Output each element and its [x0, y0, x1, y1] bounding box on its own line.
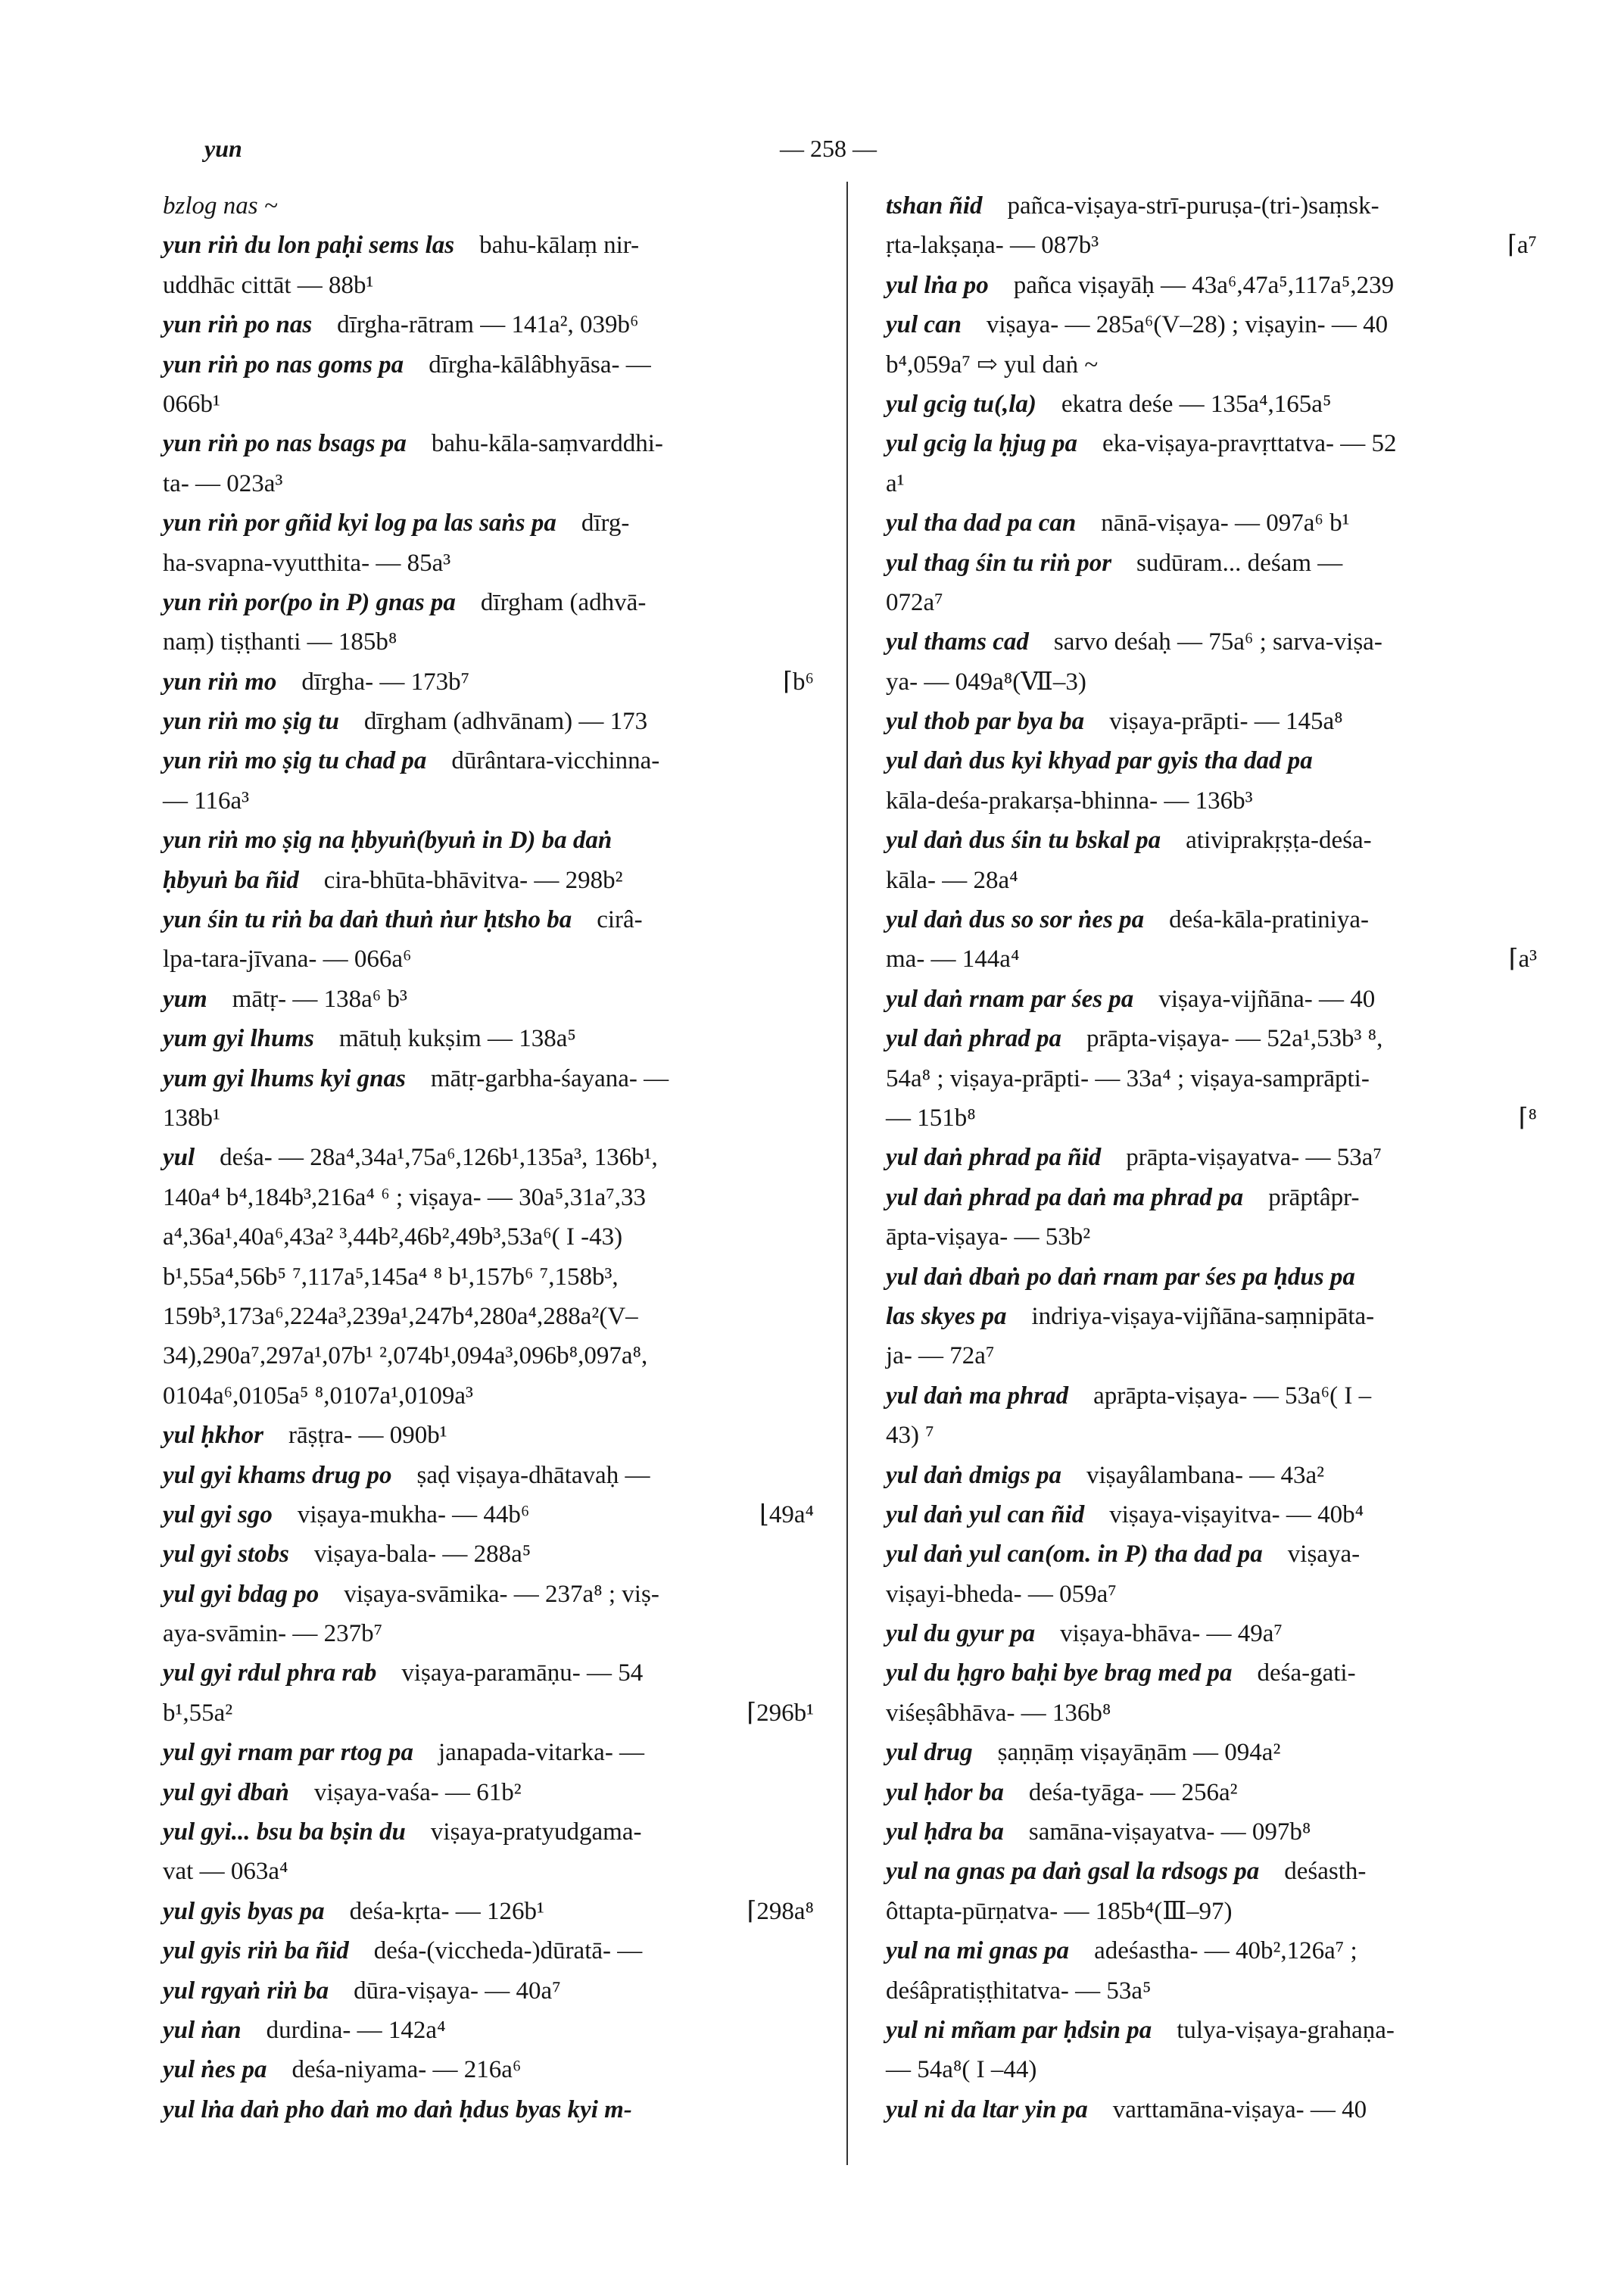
headword: yul gyi... bsu ba bṣin du [163, 1818, 406, 1846]
translation: janapada-vitarka- — [438, 1739, 645, 1767]
entry-line [163, 2050, 814, 2089]
entry-line [163, 900, 814, 939]
headword: yun riṅ po nas bsags pa [163, 430, 407, 458]
entry-line [163, 821, 814, 860]
entry-line [163, 622, 814, 662]
translation: ṛta-lakṣaṇa- — 087b³ [886, 232, 1099, 260]
entry-line [886, 1257, 1537, 1297]
entry-line [886, 1217, 1537, 1257]
translation: viṣaya-paramāṇu- — 54 [401, 1659, 644, 1687]
entry-line [886, 305, 1537, 344]
entry-line [163, 266, 814, 305]
entry-line [886, 1495, 1537, 1534]
entry-line [886, 1852, 1537, 1891]
entry-line [163, 1931, 814, 1971]
translation: cira-bhūta-bhāvitva- — 298b² [323, 866, 623, 894]
entry-line [163, 1336, 814, 1375]
column-marker: ⌈⁸ [1518, 1104, 1537, 1132]
entry-line [886, 1376, 1537, 1416]
translation: dīrg- [581, 509, 630, 537]
translation: viṣaya-viṣayitva- — 40b⁴ [1109, 1500, 1364, 1528]
translation: kāla- — 28a⁴ [886, 866, 1018, 894]
translation: dīrgham (adhvā- [480, 588, 647, 616]
translation: viśeṣâbhāva- — 136b⁸ [886, 1699, 1111, 1727]
entry-line [163, 702, 814, 741]
entry-line [886, 1971, 1537, 2011]
headword: yul [163, 1144, 195, 1172]
translation: ṣaṇṇāṃ viṣayāṇām — 094a² [997, 1739, 1281, 1767]
entry-line [886, 662, 1537, 702]
translation: dīrgham (adhvānam) — 173 [363, 708, 648, 736]
translation: viṣayâlambana- — 43a² [1086, 1461, 1325, 1489]
entry-line [163, 939, 814, 979]
headword: yun riṅ por gñid kyi log pa las saṅs pa [163, 509, 556, 537]
column-divider [846, 182, 848, 2165]
entry-line [886, 2011, 1537, 2050]
entry-line [163, 781, 814, 821]
translation: nānā-viṣaya- — 097a⁶ b¹ [1101, 509, 1350, 537]
translation: samāna-viṣayatva- — 097b⁸ [1028, 1818, 1311, 1846]
headword: yul na mi gnas pa [886, 1937, 1070, 1965]
entry-line [886, 1733, 1537, 1772]
translation: adeśastha- — 40b²,126a⁷ ; [1094, 1937, 1357, 1965]
entry-line [886, 1614, 1537, 1653]
entry-line [886, 939, 1537, 979]
entry-line [163, 1178, 814, 1217]
translation: viṣaya-pratyudgama- [430, 1818, 642, 1846]
translation: deśa-niyama- — 216a⁶ [291, 2056, 522, 2084]
translation: pañca viṣayāḥ — 43a⁶,47a⁵,117a⁵,239 [1013, 271, 1395, 299]
entry-line [886, 1416, 1537, 1455]
translation: prāpta-viṣayatva- — 53a⁷ [1126, 1144, 1382, 1172]
entry-line [163, 1138, 814, 1177]
translation: kāla-deśa-prakarṣa-bhinna- — 136b³ [886, 787, 1253, 815]
translation: varttamāna-viṣaya- — 40 [1112, 2095, 1367, 2123]
headword: yul rgyaṅ riṅ ba [163, 1977, 329, 2005]
headword: yul daṅ dbaṅ po daṅ rnam par śes pa ḥdus pa [886, 1263, 1355, 1291]
entry-line [886, 1019, 1537, 1058]
translation: sarvo deśaḥ — 75a⁶ ; sarva-viṣa- [1053, 628, 1382, 656]
entry-line [886, 503, 1537, 543]
translation: rāṣṭra- — 090b¹ [288, 1422, 447, 1450]
headword: yul gyi sgo [163, 1500, 273, 1528]
translation: ativiprakṛṣṭa-deśa- [1186, 827, 1372, 855]
headword: yul gyi khams drug po [163, 1461, 392, 1489]
translation: 066b¹ [163, 390, 220, 418]
translation: viṣaya-prāpti- — 145a⁸ [1109, 708, 1343, 736]
headword: yul ṅes pa [163, 2056, 267, 2084]
entry-line [886, 385, 1537, 424]
headword: yul daṅ phrad pa daṅ ma phrad pa [886, 1183, 1244, 1211]
translation: prāptâpr- [1268, 1183, 1360, 1211]
entry-line [163, 662, 814, 702]
headword: yun riṅ mo ṣig na ḥbyuṅ(byuṅ in D) ba daṅ [163, 827, 613, 855]
headword: yun riṅ mo ṣig tu [163, 708, 339, 736]
headword: yul thob par bya ba [886, 708, 1085, 736]
entry-line [163, 1495, 814, 1534]
headword: yul gyi bdag po [163, 1580, 320, 1608]
headword: yul thams cad [886, 628, 1029, 656]
translation: deśasth- [1284, 1858, 1367, 1886]
translation: sudūram... deśam — [1136, 549, 1343, 577]
entry-line [886, 900, 1537, 939]
headword: yul daṅ yul can ñid [886, 1500, 1085, 1528]
entry-line [886, 781, 1537, 821]
translation: 43) ⁷ [886, 1422, 934, 1450]
entry-line [886, 464, 1537, 503]
entry-line [163, 1019, 814, 1058]
translation: dīrgha-rātram — 141a², 039b⁶ [337, 311, 639, 339]
entry-line [886, 1931, 1537, 1971]
translation: ma- — 144a⁴ [886, 946, 1020, 974]
page-number: — 258 — [780, 135, 877, 162]
headword: las skyes pa [886, 1302, 1007, 1330]
translation: deśa-kāla-pratiniya- [1169, 906, 1369, 934]
translation: deśa-tyāga- — 256a² [1028, 1778, 1238, 1806]
entry-line [886, 1892, 1537, 1931]
headword: yun riṅ po nas goms pa [163, 350, 404, 379]
entry-line [886, 1297, 1537, 1336]
translation: dūra-viṣaya- — 40a⁷ [354, 1977, 561, 2005]
entry-line [886, 741, 1537, 780]
headword: yul gyi rnam par rtog pa [163, 1739, 413, 1767]
entry-line [886, 1059, 1537, 1098]
translation: mātṛ- — 138a⁶ b³ [232, 985, 407, 1013]
headword: yun riṅ mo ṣig tu chad pa [163, 747, 427, 775]
headword: yum gyi lhums [163, 1025, 314, 1053]
entry-line [886, 702, 1537, 741]
entry-line [163, 1376, 814, 1416]
translation: mātṛ-garbha-śayana- — [430, 1064, 669, 1092]
entry-line [886, 980, 1537, 1019]
translation: mātuḥ kukṣim — 138a⁵ [338, 1025, 576, 1053]
entry-line [163, 544, 814, 583]
translation: viṣaya-vijñāna- — 40 [1158, 985, 1376, 1013]
translation: āpta-viṣaya- — 53b² [886, 1223, 1091, 1251]
entry-line [886, 1693, 1537, 1733]
entry-line [886, 226, 1537, 265]
translation: b⁴,059a⁷ ⇨ yul daṅ ~ [886, 350, 1099, 379]
headword: yul du ḥgro baḥi bye brag med pa [886, 1659, 1233, 1687]
headword: yul gcig la ḥjug pa [886, 430, 1078, 458]
entry-line [886, 345, 1537, 385]
translation: 159b³,173a⁶,224a³,239a¹,247b⁴,280a⁴,288a²(V– [163, 1302, 638, 1330]
headword: yul ḥdor ba [886, 1778, 1004, 1806]
entry-line [886, 1812, 1537, 1852]
headword: yul gyi dbaṅ [163, 1778, 289, 1806]
headword: tshan ñid [886, 192, 983, 220]
translation: deśa-kṛta- — 126b¹ [349, 1897, 544, 1925]
headword: yul daṅ ma phrad [886, 1382, 1069, 1410]
headword: yul gyi rdul phra rab [163, 1659, 377, 1687]
entry-line [163, 305, 814, 344]
translation: cirâ- [597, 906, 643, 934]
column-marker: ⌈b⁶ [783, 668, 814, 696]
headword: yul ḥdra ba [886, 1818, 1004, 1846]
translation: viṣaya-mukha- — 44b⁶ [297, 1500, 530, 1528]
translation: dīrgha-kālâbhyāsa- — [429, 350, 651, 379]
translation: tulya-viṣaya-grahaṇa- [1177, 2016, 1395, 2044]
headword: yul thag śin tu riṅ por [886, 549, 1112, 577]
entry-line [886, 1098, 1537, 1138]
entry-line [163, 1971, 814, 2011]
headword: yul lṅa daṅ pho daṅ mo daṅ ḥdus byas kyi m- [163, 2095, 632, 2123]
headword: yul tha dad pa can [886, 509, 1077, 537]
translation: aprāpta-viṣaya- — 53a⁶( I – [1093, 1382, 1372, 1410]
entry-line [163, 1297, 814, 1336]
entry-line [163, 1852, 814, 1891]
headword: yul daṅ dmigs pa [886, 1461, 1061, 1489]
translation: viṣaya-bhāva- — 49a⁷ [1060, 1620, 1283, 1648]
translation: a⁴,36a¹,40a⁶,43a² ³,44b²,46b²,49b³,53a⁶( I -43) [163, 1223, 623, 1251]
entry-line [886, 583, 1537, 622]
column-marker: ⌈a³ [1508, 946, 1537, 974]
entry-line [886, 544, 1537, 583]
translation: viṣaya- [1287, 1541, 1361, 1569]
headword: yul ni mñam par ḥdsin pa [886, 2016, 1152, 2044]
headword: yul daṅ yul can(om. in P) tha dad pa [886, 1541, 1263, 1569]
translation: deśa-gati- [1257, 1659, 1356, 1687]
column-marker: ⌈296b¹ [747, 1699, 814, 1727]
translation: deśâpratiṣṭhitatva- — 53a⁵ [886, 1977, 1152, 2005]
translation: — 116a³ [163, 787, 250, 815]
headword: yul ḥkhor [163, 1422, 263, 1450]
headword: yul can [886, 311, 962, 339]
entry-line [163, 1257, 814, 1297]
right-column [886, 186, 1537, 2129]
headword: yul daṅ dus so sor ṅes pa [886, 906, 1145, 934]
headword: yum [163, 985, 207, 1013]
translation: 34),290a⁷,297a¹,07b¹ ²,074b¹,094a³,096b⁸,097a⁸, [163, 1342, 648, 1370]
translation: viṣayi-bheda- — 059a⁷ [886, 1580, 1117, 1608]
entry-line [163, 1456, 814, 1495]
entry-line [163, 1812, 814, 1852]
entry-line [163, 464, 814, 503]
entry-line [163, 741, 814, 780]
entry-line [163, 1733, 814, 1772]
translation: 072a⁷ [886, 588, 943, 616]
headword: yul ṅan [163, 2016, 242, 2044]
entry-line [886, 186, 1537, 226]
headword: yul na gnas pa daṅ gsal la rdsogs pa [886, 1858, 1260, 1886]
entry-line [163, 503, 814, 543]
translation: ôttapta-pūrṇatva- — 185b⁴(Ⅲ–97) [886, 1897, 1233, 1925]
translation: viṣaya-svāmika- — 237a⁸ ; viṣ- [344, 1580, 659, 1608]
translation: — 151b⁸ [886, 1104, 976, 1132]
translation: 140a⁴ b⁴,184b³,216a⁴ ⁶ ; viṣaya- — 30a⁵,31a⁷,33 [163, 1183, 646, 1211]
headword: yul daṅ dus kyi khyad par gyis tha dad pa [886, 747, 1313, 775]
translation: pañca-viṣaya-strī-puruṣa-(tri-)saṃsk- [1007, 192, 1379, 220]
translation: 54a⁸ ; viṣaya-prāpti- — 33a⁴ ; viṣaya-samprāpti- [886, 1064, 1370, 1092]
translation: durdina- — 142a⁴ [266, 2016, 446, 2044]
entry-line [163, 226, 814, 265]
column-marker: ⌈a⁷ [1507, 232, 1537, 260]
headword: yul gcig tu(,la) [886, 390, 1036, 418]
translation: prāpta-viṣaya- — 52a¹,53b³ ⁸, [1086, 1025, 1383, 1053]
translation: ta- — 023a³ [163, 469, 283, 497]
translation: aya-svāmin- — 237b⁷ [163, 1620, 383, 1648]
entry-line [886, 1773, 1537, 1812]
running-headword: yun [204, 135, 242, 162]
translation: bahu-kāla-saṃvarddhi- [431, 430, 663, 458]
entry-line [163, 980, 814, 1019]
entry-line [163, 861, 814, 900]
entry-line [886, 1138, 1537, 1177]
entry-line [886, 266, 1537, 305]
entry-line [163, 1534, 814, 1574]
translation: ha-svapna-vyutthita- — 85a³ [163, 549, 451, 577]
headword: yul daṅ phrad pa ñid [886, 1144, 1102, 1172]
entry-line [886, 1653, 1537, 1693]
headword: yul daṅ phrad pa [886, 1025, 1061, 1053]
headword: yul daṅ rnam par śes pa [886, 985, 1134, 1013]
translation: indriya-viṣaya-vijñāna-saṃnipāta- [1031, 1302, 1375, 1330]
headword: yul du gyur pa [886, 1620, 1036, 1648]
entry-line [163, 1575, 814, 1614]
headword: yul daṅ dus śin tu bskal pa [886, 827, 1161, 855]
translation: uddhāc cittāt — 88b¹ [163, 271, 374, 299]
headword: yum gyi lhums kyi gnas [163, 1064, 406, 1092]
left-column [163, 186, 814, 2129]
headword: yul gyis byas pa [163, 1897, 325, 1925]
headword: yul lṅa po [886, 271, 989, 299]
translation: lpa-tara-jīvana- — 066a⁶ [163, 946, 412, 974]
entry-line [886, 424, 1537, 463]
entry-line [886, 1178, 1537, 1217]
entry-line [163, 1416, 814, 1455]
entry-line [163, 1217, 814, 1257]
translation: ja- — 72a⁷ [886, 1342, 995, 1370]
column-marker: ⌊49a⁴ [759, 1500, 814, 1528]
headword: yun riṅ mo [163, 668, 277, 696]
translation: ṣaḍ viṣaya-dhātavaḥ — [416, 1461, 650, 1489]
translation: bahu-kālaṃ nir- [479, 232, 640, 260]
translation: ya- — 049a⁸(Ⅶ–3) [886, 668, 1086, 696]
entry-line [886, 1456, 1537, 1495]
translation: dūrântara-vicchinna- [451, 747, 660, 775]
entry-line [163, 345, 814, 385]
translation: 138b¹ [163, 1104, 220, 1132]
entry-line [163, 1653, 814, 1693]
translation: viṣaya-bala- — 288a⁵ [313, 1541, 531, 1569]
headword: yul gyi stobs [163, 1541, 289, 1569]
entry-line [886, 861, 1537, 900]
entry-line [163, 1059, 814, 1098]
entry-line [163, 1773, 814, 1812]
entry-line [163, 1693, 814, 1733]
translation: ekatra deśe — 135a⁴,165a⁵ [1061, 390, 1332, 418]
entry-line [163, 424, 814, 463]
entry-line [163, 583, 814, 622]
entry-line [886, 2090, 1537, 2129]
translation: b¹,55a² [163, 1699, 233, 1727]
entry-line [163, 1614, 814, 1653]
translation: viṣaya- — 285a⁶(V–28) ; viṣayin- — 40 [986, 311, 1389, 339]
translation: — 54a⁸( I –44) [886, 2056, 1037, 2084]
entry-line [886, 821, 1537, 860]
column-marker: ⌈298a⁸ [747, 1897, 814, 1925]
headword: ḥbyuṅ ba ñid [163, 866, 299, 894]
headword: yul gyis riṅ ba ñid [163, 1937, 349, 1965]
headword: yun riṅ du lon paḥi sems las [163, 232, 455, 260]
translation: vat — 063a⁴ [163, 1858, 288, 1886]
entry-line [163, 1098, 814, 1138]
translation: viṣaya-vaśa- — 61b² [313, 1778, 522, 1806]
translation: eka-viṣaya-pravṛttatva- — 52 [1102, 430, 1397, 458]
translation: naṃ) tiṣṭhanti — 185b⁸ [163, 628, 397, 656]
translation: dīrgha- — 173b⁷ [301, 668, 470, 696]
entry-line [886, 1534, 1537, 1574]
entry-line [163, 385, 814, 424]
entry-line [886, 622, 1537, 662]
entry-line [886, 1336, 1537, 1375]
entry-line [163, 2011, 814, 2050]
headword: bzlog nas ~ [163, 192, 278, 220]
translation: deśa-(viccheda-)dūratā- — [373, 1937, 643, 1965]
headword: yun śin tu riṅ ba daṅ thuṅ ṅur ḥtsho ba [163, 906, 572, 934]
entry-line [163, 186, 814, 226]
headword: yul drug [886, 1739, 973, 1767]
entry-line [886, 2050, 1537, 2089]
entry-line [886, 1575, 1537, 1614]
translation: 0104a⁶,0105a⁵ ⁸,0107a¹,0109a³ [163, 1382, 473, 1410]
entry-line [163, 2090, 814, 2129]
headword: yun riṅ por(po in P) gnas pa [163, 588, 456, 616]
entry-line [163, 1892, 814, 1931]
translation: b¹,55a⁴,56b⁵ ⁷,117a⁵,145a⁴ ⁸ b¹,157b⁶ ⁷,158b³, [163, 1263, 619, 1291]
translation: a¹ [886, 469, 905, 497]
translation: deśa- — 28a⁴,34a¹,75a⁶,126b¹,135a³, 136b¹, [220, 1144, 658, 1172]
headword: yun riṅ po nas [163, 311, 313, 339]
headword: yul ni da ltar yin pa [886, 2095, 1088, 2123]
